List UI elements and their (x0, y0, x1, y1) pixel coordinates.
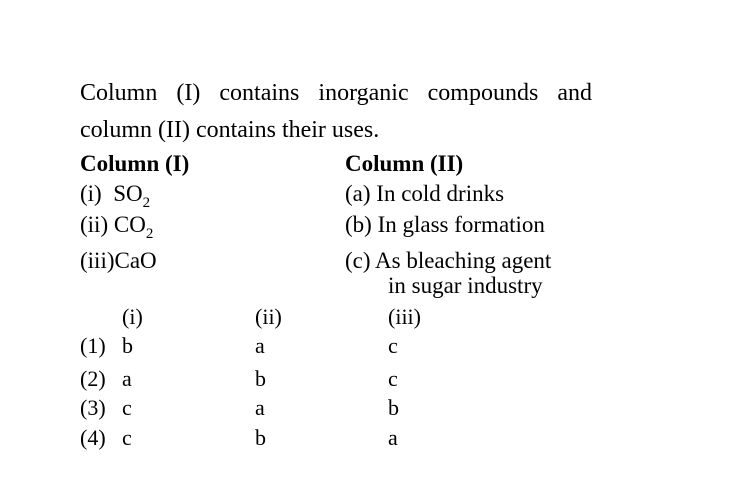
use-text: In glass formation (377, 212, 545, 237)
answer-header-ii: (ii) (255, 304, 282, 329)
option-1-value-i: b (122, 333, 133, 358)
option-3-value-ii: a (255, 395, 265, 420)
compound-formula: SO (113, 181, 143, 206)
option-3-value-iii: b (388, 395, 399, 420)
option-4-label[interactable]: (4) (80, 425, 106, 450)
use-text: In cold drinks (376, 181, 505, 206)
column-2-item-c-continuation: in sugar industry (388, 273, 543, 298)
option-1-value-ii: a (255, 333, 265, 358)
option-1-value-iii: c (388, 333, 398, 358)
formula-subscript: 2 (142, 195, 151, 211)
column-2-item-c (345, 248, 551, 274)
question-line-1: Column (I) contains inorganic compounds and (80, 80, 592, 106)
option-2-value-iii: c (388, 366, 398, 391)
option-1-label[interactable]: (1) (80, 333, 106, 358)
option-4-value-i: c (122, 425, 132, 450)
item-letter: (b) (345, 212, 372, 237)
item-number: (i) (80, 181, 102, 206)
item-letter: (a) (345, 181, 371, 206)
item-letter: (c) (345, 248, 371, 273)
option-4-value-ii: b (255, 425, 266, 450)
item-number: (ii) (80, 212, 109, 237)
option-2-value-ii: b (255, 366, 266, 391)
option-2-label[interactable]: (2) (80, 366, 106, 391)
option-3-label[interactable]: (3) (80, 395, 106, 420)
option-2-value-i: a (122, 366, 132, 391)
compound-formula: CO (113, 212, 146, 237)
item-number: (iii) (80, 248, 115, 273)
compound-formula: CaO (114, 248, 157, 273)
column-1-header: Column (I) (80, 151, 190, 176)
column-2-item-b (345, 212, 545, 238)
column-1-item-ii (80, 212, 154, 242)
column-1-item-iii (80, 248, 157, 274)
answer-header-iii: (iii) (388, 304, 421, 329)
formula-subscript: 2 (145, 226, 154, 242)
option-3-value-i: c (122, 395, 132, 420)
column-2-header: Column (II) (345, 151, 464, 176)
column-1-item-i (80, 181, 151, 211)
answer-header-i: (i) (122, 304, 143, 329)
question-line-2: column (II) contains their uses. (80, 117, 380, 143)
column-2-item-a (345, 181, 504, 207)
option-4-value-iii: a (388, 425, 398, 450)
use-text: As bleaching agent (375, 248, 552, 273)
